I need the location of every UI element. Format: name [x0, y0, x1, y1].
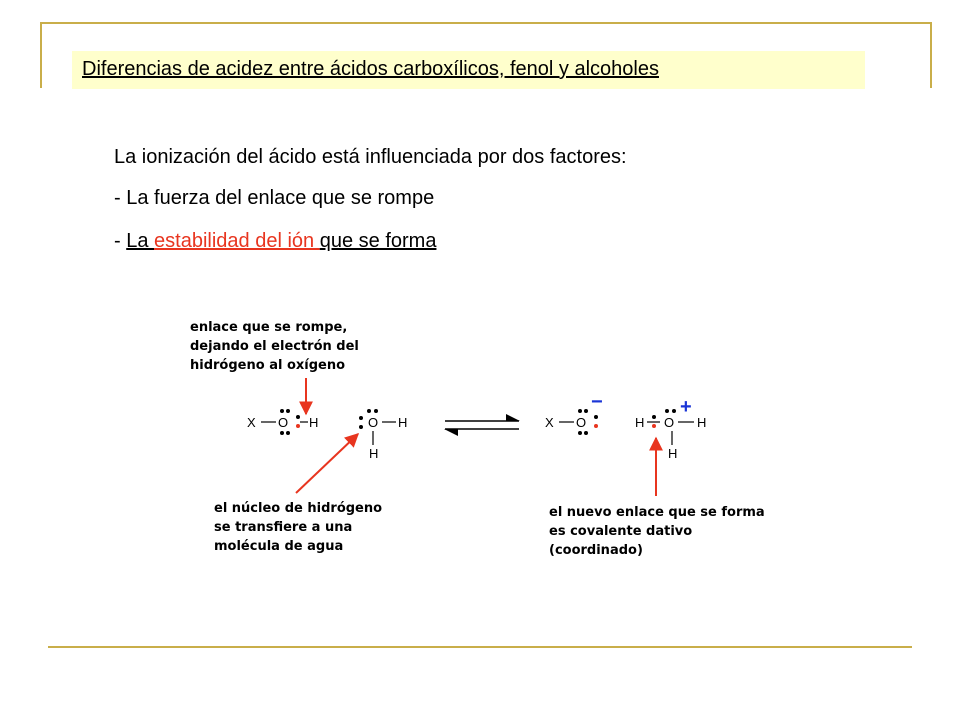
molecule-water [359, 409, 407, 461]
intro-line-1: La ionización del ácido está influenciada por dos factores: [114, 146, 627, 168]
label-broken-bond-3: hidrógeno al oxígeno [190, 358, 346, 373]
nucleus-arrow [296, 434, 358, 493]
label-broken-bond-2: dejando el electrón del [190, 339, 359, 354]
negative-charge: − [591, 391, 603, 413]
label-new-bond-1: el nuevo enlace que se forma [549, 505, 765, 520]
intro-line-3-prefix: - [114, 230, 127, 252]
equilibrium-arrows [444, 414, 520, 436]
molecule-hydronium [635, 396, 706, 461]
atom-x-1: X [247, 415, 256, 430]
label-broken-bond-1: enlace que se rompe, [190, 320, 348, 335]
slide-title: Diferencias de acidez entre ácidos carboxílicos, fenol y alcoholes [82, 58, 659, 80]
atom-o-2: O [368, 415, 379, 430]
intro-line-3-part2: que se forma [319, 230, 437, 252]
atom-o-1: O [278, 415, 289, 430]
molecule-anion [545, 391, 603, 435]
label-nucleus-3: molécula de agua [214, 539, 344, 554]
atom-h-1: H [309, 415, 319, 430]
intro-line-3-part1: La [126, 230, 155, 252]
label-new-bond-3: (coordinado) [549, 543, 643, 558]
atom-h-4: H [635, 415, 645, 430]
atom-h-5: H [697, 415, 707, 430]
atom-h-6: H [668, 446, 678, 461]
molecule-x-o-h [247, 409, 318, 435]
label-nucleus-1: el núcleo de hidrógeno [214, 501, 383, 516]
atom-x-2: X [545, 415, 554, 430]
positive-charge: + [680, 396, 692, 418]
atom-o-3: O [576, 415, 587, 430]
intro-line-3-highlight: estabilidad del ión [154, 230, 320, 252]
label-new-bond-2: es covalente dativo [549, 524, 693, 539]
intro-line-2: - La fuerza del enlace que se rompe [114, 187, 435, 209]
atom-o-4: O [664, 415, 675, 430]
atom-h-3: H [369, 446, 379, 461]
label-nucleus-2: se transfiere a una [214, 520, 353, 535]
atom-h-2: H [398, 415, 408, 430]
